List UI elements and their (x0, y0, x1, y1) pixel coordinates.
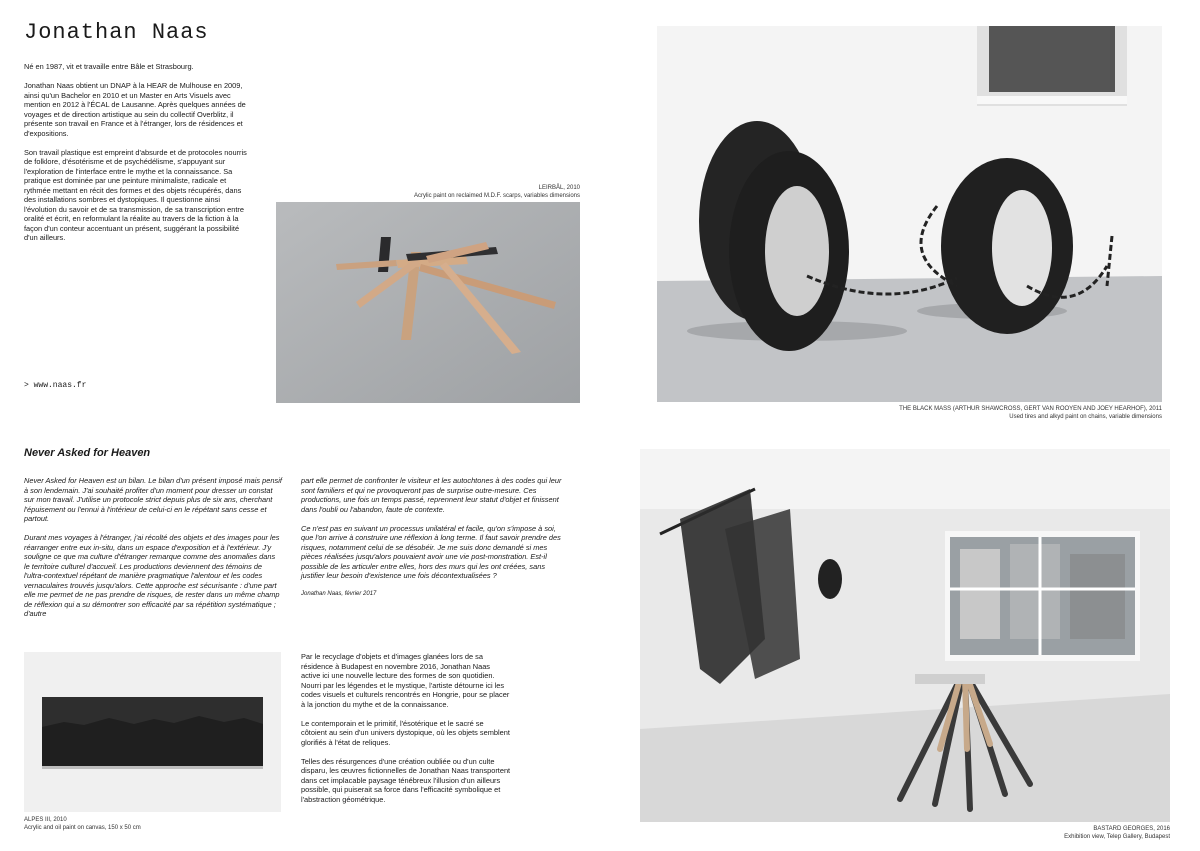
essay-paragraph: Never Asked for Heaven est un bilan. Le bilan d'un présent imposé mais pensif à son lendemain. J'ai souhaité profiter d'un moment pour dresser un constat sur mon travail. J'utilise un protocole strict depuis plus de six ans, cherchant l'épuisement ou l'ennui à l'intérieur de celui-ci en le répétant sans cesse et partout. (24, 476, 282, 523)
residency-paragraph: Le contemporain et le primitif, l'ésotérique et le sacré se côtoient au sein d'un univers dystopique, où les objets semblent glorifiés à l'état de reliques. (301, 718, 510, 747)
artwork-description: Acrylic and oil paint on canvas, 150 x 50 cm (24, 825, 141, 831)
black-mass-photo (657, 26, 1162, 402)
residency-paragraph: Telles des résurgences d'une création oubliée ou d'un culte disparu, les œuvres fictionnelles de Jonathan Naas transportent dans cet implacable paysage ténébreux l'illusion d'un ailleurs possible, qui puiserait sa force dans l'efficacité symbolique et l'abstraction géométrique. (301, 756, 511, 804)
artist-name: Jonathan Naas (24, 20, 209, 45)
artwork-title: ALPES III, 2010 (24, 817, 67, 823)
essay-column-2 (301, 476, 563, 609)
artwork-title: THE BLACK MASS (ARTHUR SHAWCROSS, GERT VAN ROOYEN AND JOEY HEARHOF), 2011 (899, 406, 1162, 412)
bastard-georges-photo (640, 449, 1170, 822)
residency-paragraph: Par le recyclage d'objets et d'images glanées lors de sa résidence à Budapest en novembre 2016, Jonathan Naas active ici une nouvelle lecture des formes de son quotidien. Nourri par les légendes et le mystique, l'artiste détourne ici les codes visuels et culturels rencontrés en Hongrie, pour se placer à la jonction du mythe et de la connaissance. (301, 652, 510, 709)
artwork-title: LEIRBÅL, 2010 (538, 185, 580, 191)
artwork-description: Used tires and alkyd paint on chains, variable dimensions (1009, 414, 1162, 420)
essay-title: Never Asked for Heaven (24, 447, 151, 459)
bio-paragraph: Né en 1987, vit et travaille entre Bâle et Strasbourg. (24, 62, 194, 71)
essay-paragraph: part elle permet de confronter le visiteur et les autochtones à des codes qui leur sont familiers et qui ne provoqueront pas de surprise outre-mesure. Ces productions, une fois un temps passé, reprennent leur statut d'objet et finissent dans l'oubli ou l'abandon, faute de contexte. (301, 476, 562, 514)
leirbal-photo (276, 202, 580, 403)
essay-signature: Jonathan Naas, février 2017 (301, 591, 377, 597)
black-mass-caption (857, 405, 1162, 421)
bio-paragraph: Son travail plastique est empreint d'absurde et de protocoles nourris de folklore, d'ésotérisme et de psychédélisme, s'appuyant sur l'exploration de l'interface entre le mythe et la connaissance. Sa pratique est dominée par une peinture minimaliste, radicale et rythmée mettant en récit des formes et des objets récupérés, dans des installations sombres et dystopiques. Il questionne ainsi l'évolution du savoir et de sa transmission, de sa transcription entre oralité et écrit, en reformulant la réalite au travers de la fiction à la façon d'un conteur accentuant un présent, suggérant la possibilité d'un ailleurs. (24, 147, 247, 242)
residency-text (301, 652, 511, 814)
artist-bio (24, 62, 250, 252)
artwork-title: BASTARD GEORGES, 2016 (1093, 826, 1170, 832)
bastard-georges-caption (870, 825, 1170, 841)
alpes-photo (24, 652, 281, 812)
essay-paragraph: Durant mes voyages à l'étranger, j'ai récolté des objets et des images pour les réarranger entre eux in-situ, dans un espace d'exposition et à l'extérieur. J'y souligne ce que ma culture d'étranger remarque comme des anomalies dans le territoire culturel d'accueil. Les productions deviennent des témoins de l'ultra-contextuel répétant de manière pragmatique l'alentour et les codes vernaculaires trouvés jusqu'alors. Cette approche est sécurisante : d'une part elle me permet de ne pas prendre de risques, de rester dans un même champ de réflexion qui a su démontrer son efficacité par sa répétition systématique ; d'autre (24, 533, 280, 618)
artwork-description: Exhibition view, Telep Gallery, Budapest (1064, 834, 1170, 840)
essay-paragraph: Ce n'est pas en suivant un processus unilatéral et facile, qu'on s'impose à soi, que l'on arrive à construire une réflexion à long terme. Il faut savoir prendre des risques, notamment celui de se désobéir. Je me suis donc demandé si mes pièces réalisées jusqu'alors pouvaient avoir une vie post-monstration. Est-il possible de les articuler entre elles, hors des murs qui les ont créées, sans justifier leur besoin d'existence une fois décontextualisées ? (301, 523, 561, 580)
website-link[interactable]: > www.naas.fr (24, 381, 87, 390)
essay-column-1 (24, 476, 282, 628)
artwork-description: Acrylic paint on reclaimed M.D.F. scarps, variables dimensions (413, 193, 580, 199)
bio-paragraph: Jonathan Naas obtient un DNAP à la HEAR de Mulhouse en 2009, ainsi qu'un Bachelor en 2010 et un Master en Arts Visuels avec mention en 2012 à l'ÉCAL de Lausanne. Après quelques années de voyages et de direction artistique au sein du collectif Overblitz, il présente son travail en France et à l'étranger, lors de résidences et d'expositions. (24, 81, 246, 138)
alpes-caption (24, 816, 281, 832)
leirbal-caption (276, 184, 580, 200)
